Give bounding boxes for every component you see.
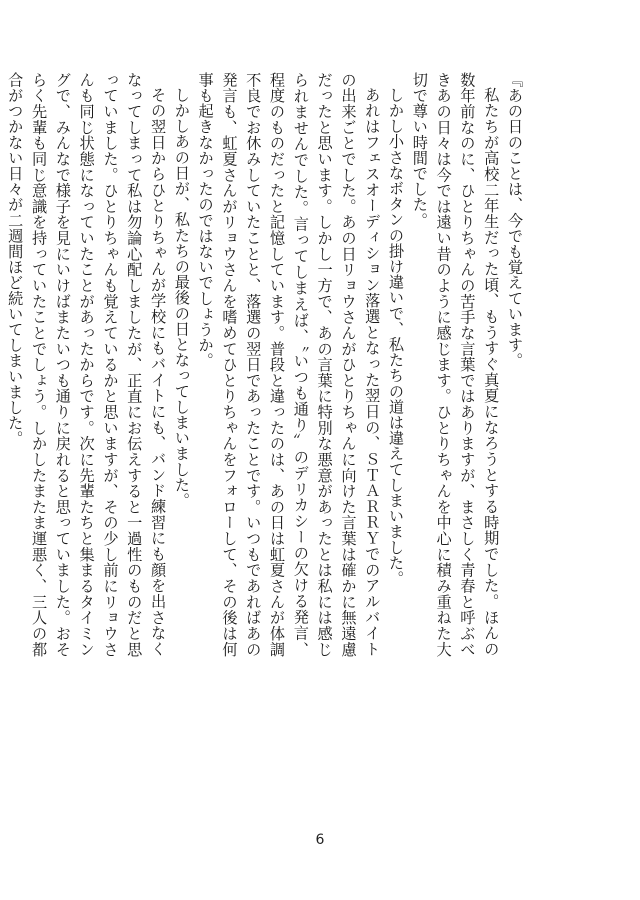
paragraph: あれはフェスオーディション落選となった翌日の、ＳＴＡＲＲＹでのアルバイトの出来ごとでした。あの日リョウさんがひとりちゃんに向けた言葉は確かに無遠慮だったと思います。しかし一方で、あの言葉に特別な悪意があったとは私には感じられませんでした。言ってしまえば、〝いつも通り〟のデリカシーの欠ける発言、程度のものだったと記憶しています。普段と違ったのは、あの日は虹夏さんが体調不良でお休みしていたことと、落選の翌日であったことです。いつもであればあの発言も、虹夏さんがリョウさんを嗜めてひとりちゃんをフォローして、その後は何事も起きなかったのではないでしょうか。: [196, 72, 382, 657]
paragraph: [0, 72, 2, 657]
paragraph: 私たちが高校二年生だった頃、もうすぐ真夏になろうとする時期でした。ほんの数年前なのに、ひとりちゃんの苦手な言葉ではありますが、まさしく青春と呼ぶべきあの日々は今では遠い昔のように感じます。ひとりちゃんを中心に積み重ねた大切で尊い時間でした。: [410, 72, 501, 657]
paragraph: しかしあの日が、私たちの最後の日となってしまいました。: [172, 87, 191, 509]
paragraph-opening: 『あの日のことは、今でも覚えています。: [506, 72, 524, 369]
page-number: 6: [315, 832, 325, 848]
paragraph: その翌日からひとりちゃんが学校にもバイトにも、バンド練習にも顔を出さなくなってしまって私は勿論心配しましたが、正直にお伝えすると一過性のものだと思っていました。ひとりちゃんも覚えているかと思いますが、その少し前にリョウさんも同じ状態になっていたことがあったからです。次に先輩たちと集まるタイミングで、みんなで様子を見にいけばまたいつも通りに戻れると思っていました。おそらく先輩も同じ意識を持っていたことでしょう。しかしたまたま運悪く、三人の都合がつかない日々が二週間ほど続いてしまいました。: [6, 72, 168, 657]
vertical-text-body: [6, 72, 526, 657]
paragraph: しかし小さなボタンの掛け違いで、私たちの道は違えてしまいました。: [387, 87, 406, 587]
